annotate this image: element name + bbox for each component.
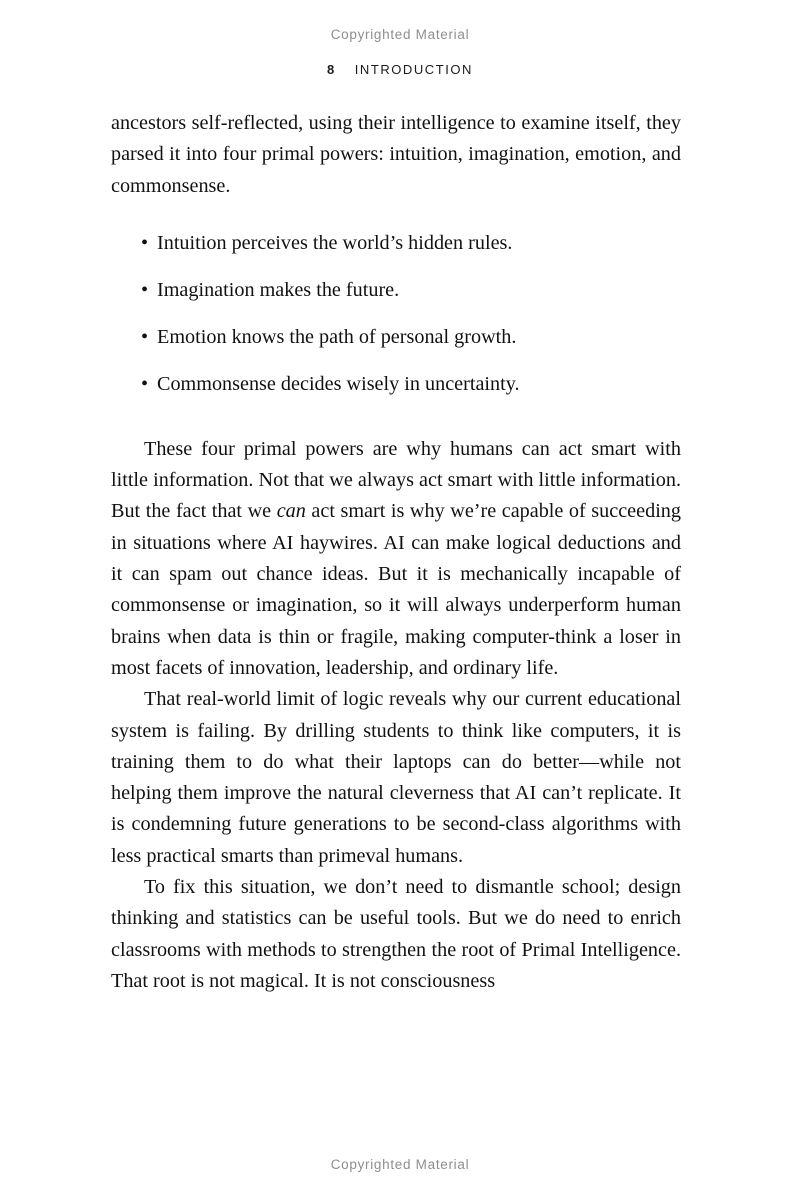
list-item-label: Intuition perceives the world’s hidden rules. [157,231,513,254]
bullet-icon: • [141,372,149,395]
list-item [141,231,681,255]
paragraph-continuation: ancestors self-reflected, using their intelligence to examine itself, they parsed it into four primal powers: intuition, imagination, emotion, and commonsense. [111,112,681,197]
list-bottom-spacer [111,396,681,434]
list-item-label: Commonsense decides wisely in uncertainty. [157,372,520,395]
paragraph-education: That real-world limit of logic reveals why our current educational system is failing. By drilling students to think like computers, it is training them to do what their laptops can do better—while not helping them improve the natural cleverness that AI can’t replicate. It is condemning future generations to be second-class algorithms with less practical smarts than primeval humans. [111,688,681,867]
primal-powers-list [111,231,681,396]
list-top-spacer [111,202,681,231]
bullet-icon: • [141,231,149,254]
running-head [0,62,800,77]
paragraph-text-lead: These four primal powers are why humans can act smart with little information. Not that we always act smart with little information. But the fact that we [111,437,681,523]
page-number: 8 [327,62,335,77]
paragraph-primal-powers [111,434,681,684]
copyright-watermark-top: Copyrighted Material [330,27,470,42]
list-item [141,325,681,349]
emphasis-can: can [276,500,306,523]
copyright-watermark-bottom: Copyrighted Material [330,1157,470,1172]
list-item [141,372,681,396]
list-item-label: Emotion knows the path of personal growth. [157,325,517,348]
bullet-icon: • [141,278,149,301]
paragraph-text-tail: act smart is why we’re capable of succeeding in situations where AI haywires. AI can make logical deductions and it can spam out chance ideas. But it is mechanically incapable of commonsense or imagination, so it will always underperform human brains when data is thin or fragile, making computer-think a loser in most facets of innovation, leadership, and ordinary life. [111,500,681,679]
paragraph-solution: To fix this situation, we don’t need to dismantle school; design thinking and statistics can be useful tools. But we do need to enrich classrooms with methods to strengthen the root of Primal Intelligence. That root is not magical. It is not consciousness [111,876,681,992]
bullet-icon: • [141,325,149,348]
list-item [141,278,681,302]
section-title: INTRODUCTION [354,62,473,77]
main-text-column [111,108,681,997]
list-item-label: Imagination makes the future. [157,278,400,301]
